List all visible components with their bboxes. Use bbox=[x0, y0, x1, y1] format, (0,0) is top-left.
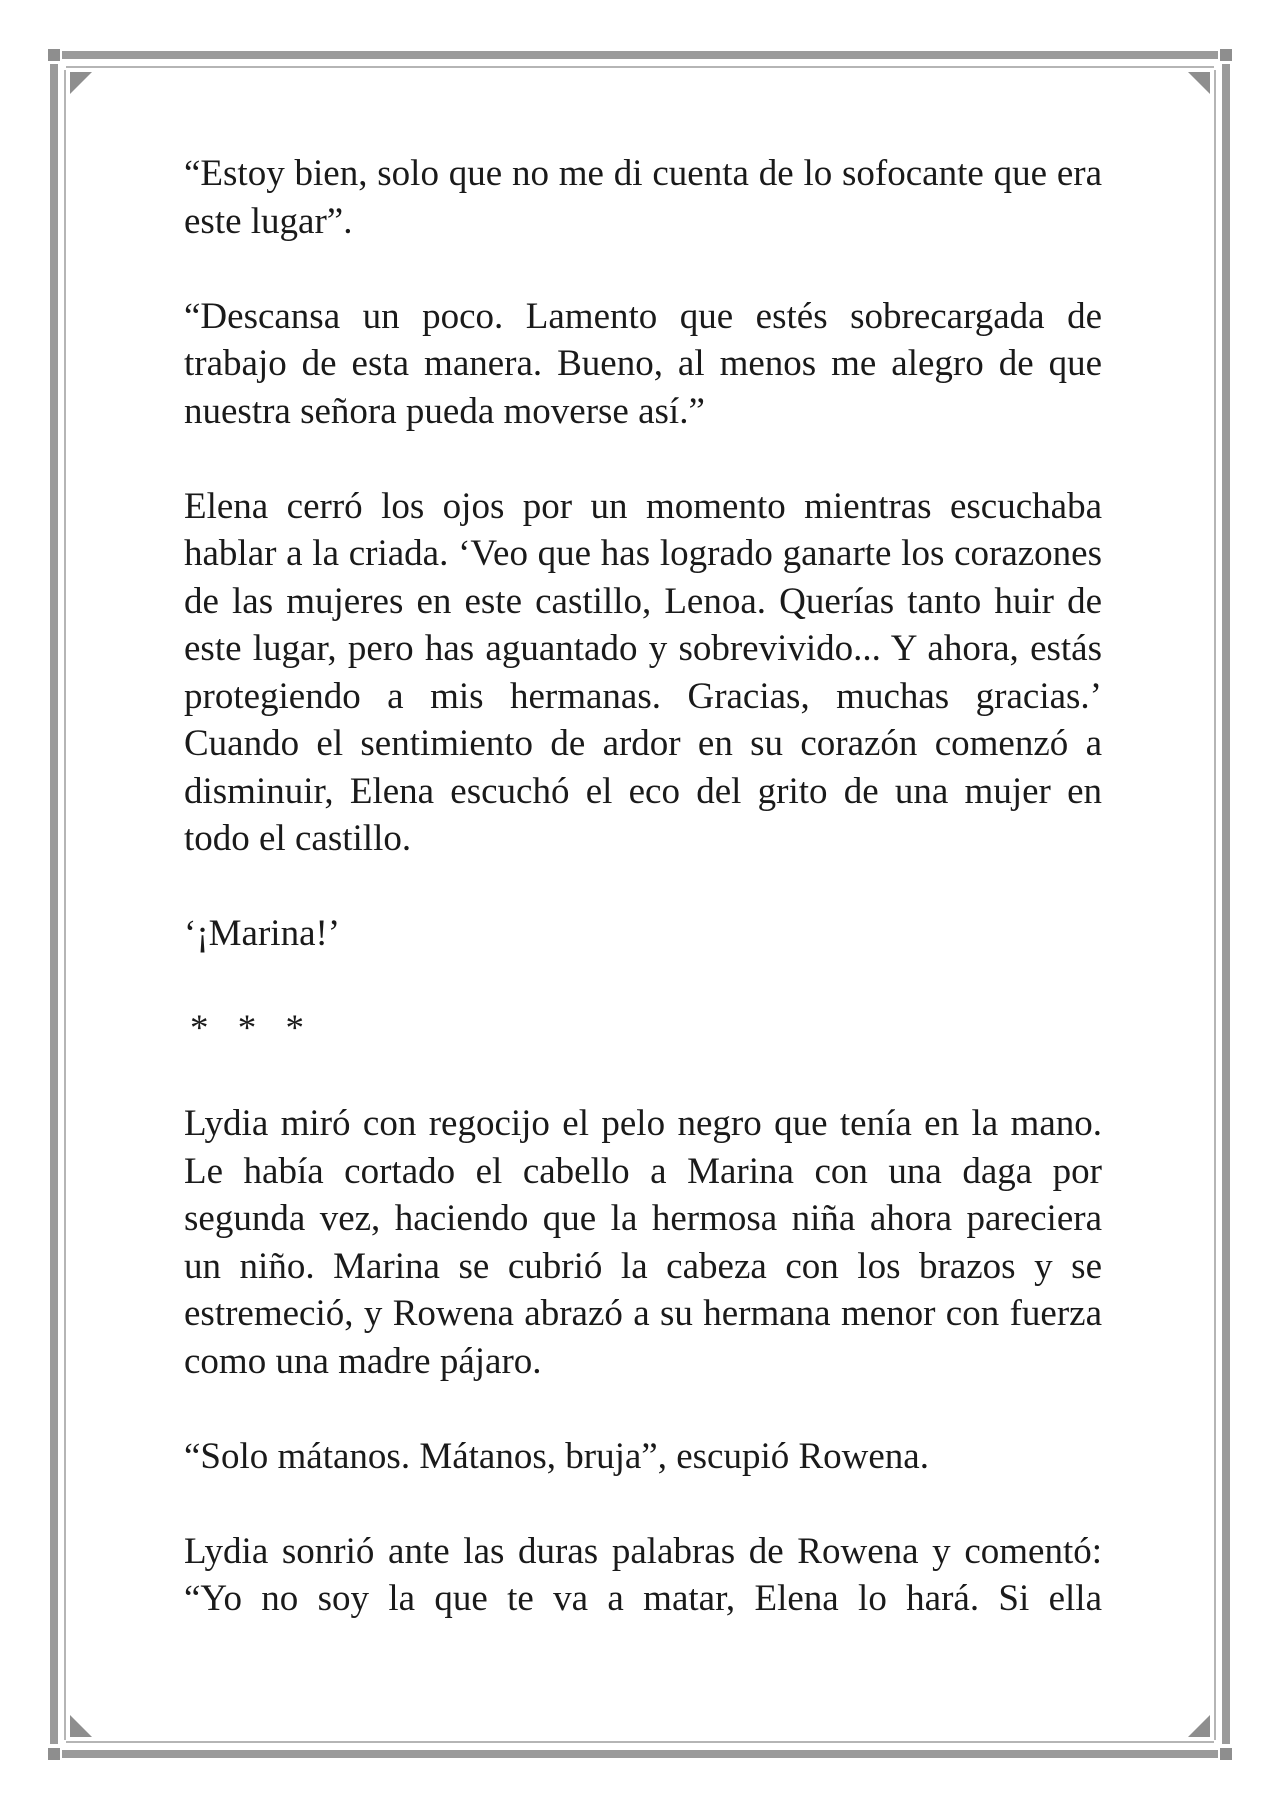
scene-break: * * * bbox=[190, 1008, 314, 1049]
paragraph: Lydia miró con regocijo el pelo negro que tenía en la mano. Le había cortado el cabello a Marina con una daga por segunda vez, haciendo que la hermosa niña ahora pareciera un niño. Marina se cubrió la cabeza con los brazos y se estremeció, y Rowena abrazó a su hermana menor con fuerza como una madre pájaro. bbox=[184, 1103, 1102, 1382]
paragraph: Lydia sonrió ante las duras palabras de Rowena y comentó: “Yo no soy la que te va a matar, Elena lo hará. Si ella bbox=[184, 1530, 1102, 1619]
paragraph: Elena cerró los ojos por un momento mientras escuchaba hablar a la criada. ‘Veo que has logrado ganarte los corazones de las mujeres en este castillo, Lenoa. Querías tanto huir de este lugar, pero has aguantado y sobrevivido... Y ahora, estás protegiendo a mis hermanas. Gracias, muchas gracias.’ Cuando el sentimiento de ardor en su corazón comenzó a disminuir, Elena escuchó el eco del grito de una mujer en todo el castillo. bbox=[184, 485, 1102, 859]
paragraph: ‘¡Marina!’ bbox=[184, 913, 341, 954]
paragraph: “Descansa un poco. Lamento que estés sobrecargada de trabajo de esta manera. Bueno, al menos me alegro de que nuestra señora pueda moverse así.” bbox=[184, 295, 1102, 432]
paragraph: “Solo mátanos. Mátanos, bruja”, escupió Rowena. bbox=[184, 1435, 929, 1477]
paragraph: “Estoy bien, solo que no me di cuenta de lo sofocante que era este lugar”. bbox=[184, 153, 1102, 242]
page-text bbox=[184, 150, 1102, 1670]
